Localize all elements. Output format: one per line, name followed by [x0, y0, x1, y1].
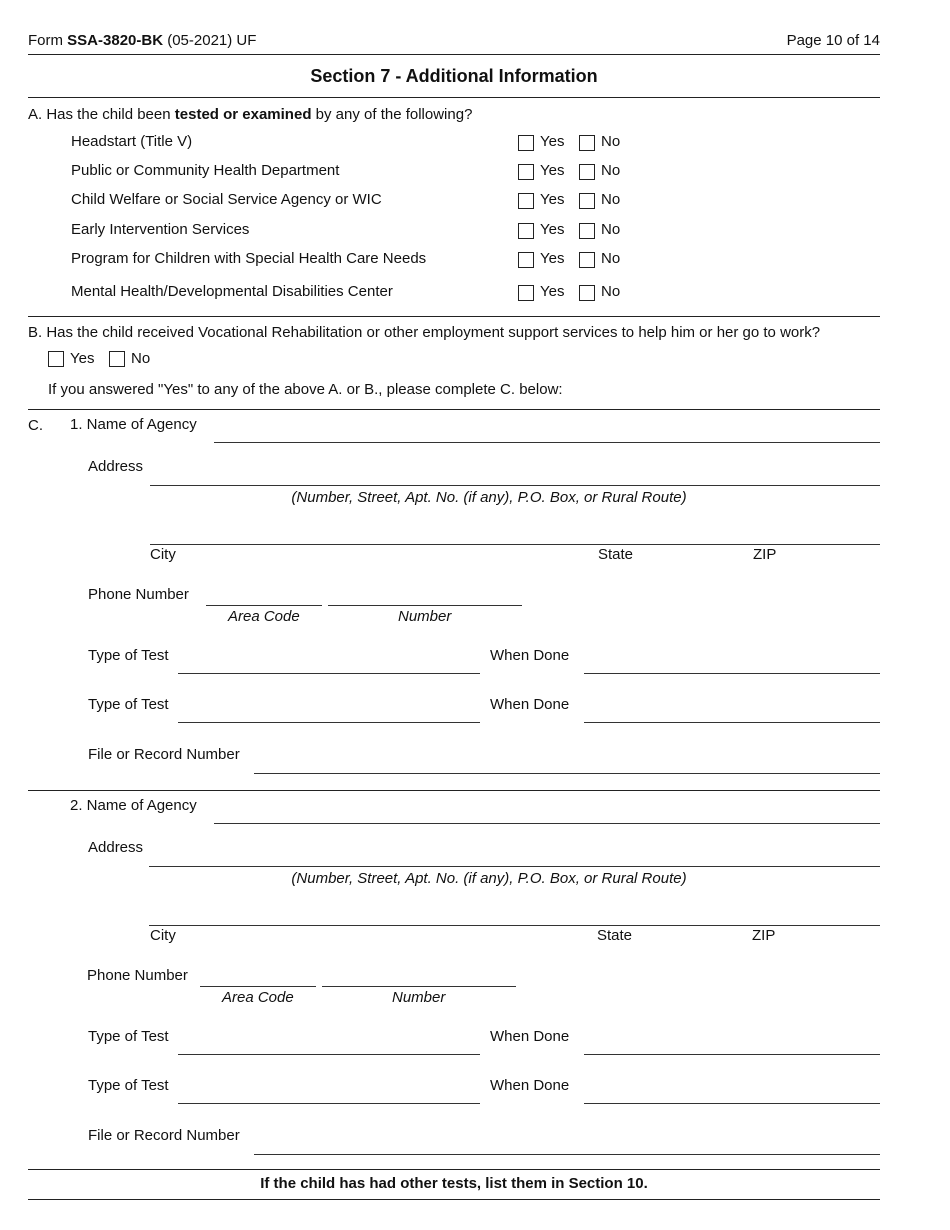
part-b-yes-label: Yes [70, 350, 95, 367]
part-b-no-checkbox[interactable] [109, 351, 125, 367]
part-a-item-yes-checkbox[interactable] [518, 193, 534, 209]
footer-top-rule [28, 1169, 880, 1170]
form-revision: (05-2021) UF [163, 32, 257, 49]
part-a-no-label: No [601, 283, 621, 300]
part-a-rule [28, 316, 880, 317]
area-code-field[interactable] [206, 605, 322, 606]
address-field[interactable] [149, 866, 880, 867]
part-a-question-bold: tested or examined [174, 106, 312, 123]
part-a-item-label: Public or Community Health Department [71, 162, 340, 179]
part-b-rule [28, 409, 880, 410]
address-label: Address [88, 458, 144, 475]
agency-name-label: 1. Name of Agency [70, 416, 197, 433]
agency-name-label: 2. Name of Agency [70, 797, 197, 814]
part-b-question: B. Has the child received Vocational Rehabilitation or other employment support services to help him or her go to work? [28, 324, 821, 341]
agency-name-field[interactable] [214, 823, 880, 824]
footer-note: If the child has had other tests, list them in Section 10. [260, 1175, 648, 1192]
zip-label: ZIP [753, 546, 777, 563]
phone-label: Phone Number [88, 586, 189, 603]
phone-number-field[interactable] [328, 605, 522, 606]
phone-number-field[interactable] [322, 986, 516, 987]
type-of-test-field[interactable] [178, 1103, 480, 1104]
type-of-test-field[interactable] [178, 1054, 480, 1055]
part-a-item-no-checkbox[interactable] [579, 164, 595, 180]
state-label: State [598, 546, 634, 563]
form-id [28, 32, 256, 49]
part-b-instruction: If you answered "Yes" to any of the above A. or B., please complete C. below: [48, 381, 563, 398]
part-a-no-label: No [601, 162, 621, 179]
part-a-item-yes-checkbox[interactable] [518, 135, 534, 151]
zip-label: ZIP [752, 927, 776, 944]
number-label: Number [398, 608, 452, 625]
part-a-item-yes-checkbox[interactable] [518, 164, 534, 180]
page-number: Page 10 of 14 [786, 32, 880, 49]
when-done-label: When Done [490, 1077, 570, 1094]
part-a-item-label: Mental Health/Developmental Disabilities Center [71, 283, 393, 300]
part-a-item-no-checkbox[interactable] [579, 193, 595, 209]
part-a-item-no-checkbox[interactable] [579, 285, 595, 301]
type-of-test-field[interactable] [178, 722, 480, 723]
part-a-item-yes-checkbox[interactable] [518, 252, 534, 268]
part-a-yes-label: Yes [540, 221, 565, 238]
city-state-zip-field[interactable] [149, 925, 880, 926]
part-a-question-start: A. Has the child been [28, 106, 175, 123]
part-a-item-label: Child Welfare or Social Service Agency or WIC [71, 191, 382, 208]
city-label: City [150, 546, 176, 563]
when-done-field[interactable] [584, 1054, 880, 1055]
part-a-yes-label: Yes [540, 283, 565, 300]
part-a-no-label: No [601, 250, 621, 267]
section-title-rule [28, 97, 880, 98]
part-a-item-no-checkbox[interactable] [579, 135, 595, 151]
part-a-no-label: No [601, 133, 621, 150]
address-label: Address [88, 839, 144, 856]
part-a-no-label: No [601, 191, 621, 208]
type-of-test-label: Type of Test [88, 1028, 169, 1045]
when-done-field[interactable] [584, 722, 880, 723]
part-a-yes-label: Yes [540, 250, 565, 267]
state-label: State [597, 927, 633, 944]
part-c-letter: C. [28, 417, 43, 434]
area-code-field[interactable] [200, 986, 316, 987]
part-a-item-label: Program for Children with Special Health Care Needs [71, 250, 427, 267]
when-done-label: When Done [490, 696, 570, 713]
form-prefix: Form [28, 32, 68, 49]
city-label: City [150, 927, 176, 944]
number-label: Number [392, 989, 446, 1006]
part-a-yes-label: Yes [540, 191, 565, 208]
part-a-item-no-checkbox[interactable] [579, 223, 595, 239]
address-hint: (Number, Street, Apt. No. (if any), P.O. Box, or Rural Route) [291, 489, 687, 506]
when-done-label: When Done [490, 647, 570, 664]
area-code-label: Area Code [228, 608, 300, 625]
address-field[interactable] [150, 485, 880, 486]
type-of-test-field[interactable] [178, 673, 480, 674]
phone-label: Phone Number [87, 967, 188, 984]
agency-divider [28, 790, 880, 791]
part-b-yes-checkbox[interactable] [48, 351, 64, 367]
file-number-label: File or Record Number [88, 746, 240, 763]
header-rule [28, 54, 880, 55]
type-of-test-label: Type of Test [88, 696, 169, 713]
section-title: Section 7 - Additional Information [310, 66, 598, 86]
type-of-test-label: Type of Test [88, 1077, 169, 1094]
part-a-item-label: Headstart (Title V) [71, 133, 193, 150]
when-done-label: When Done [490, 1028, 570, 1045]
part-a-item-no-checkbox[interactable] [579, 252, 595, 268]
file-number-field[interactable] [254, 1154, 880, 1155]
part-a-yes-label: Yes [540, 133, 565, 150]
part-b-no-label: No [131, 350, 151, 367]
file-number-label: File or Record Number [88, 1127, 240, 1144]
form-number: SSA-3820-BK [67, 32, 164, 49]
part-a-item-yes-checkbox[interactable] [518, 285, 534, 301]
part-a-no-label: No [601, 221, 621, 238]
when-done-field[interactable] [584, 673, 880, 674]
address-hint: (Number, Street, Apt. No. (if any), P.O. Box, or Rural Route) [291, 870, 687, 887]
part-a-yes-label: Yes [540, 162, 565, 179]
part-a-item-yes-checkbox[interactable] [518, 223, 534, 239]
part-a-question [28, 106, 472, 123]
city-state-zip-field[interactable] [150, 544, 880, 545]
file-number-field[interactable] [254, 773, 880, 774]
agency-name-field[interactable] [214, 442, 880, 443]
part-a-item-label: Early Intervention Services [71, 221, 250, 238]
area-code-label: Area Code [222, 989, 294, 1006]
when-done-field[interactable] [584, 1103, 880, 1104]
footer-bottom-rule [28, 1199, 880, 1200]
part-a-question-end: by any of the following? [311, 106, 473, 123]
type-of-test-label: Type of Test [88, 647, 169, 664]
